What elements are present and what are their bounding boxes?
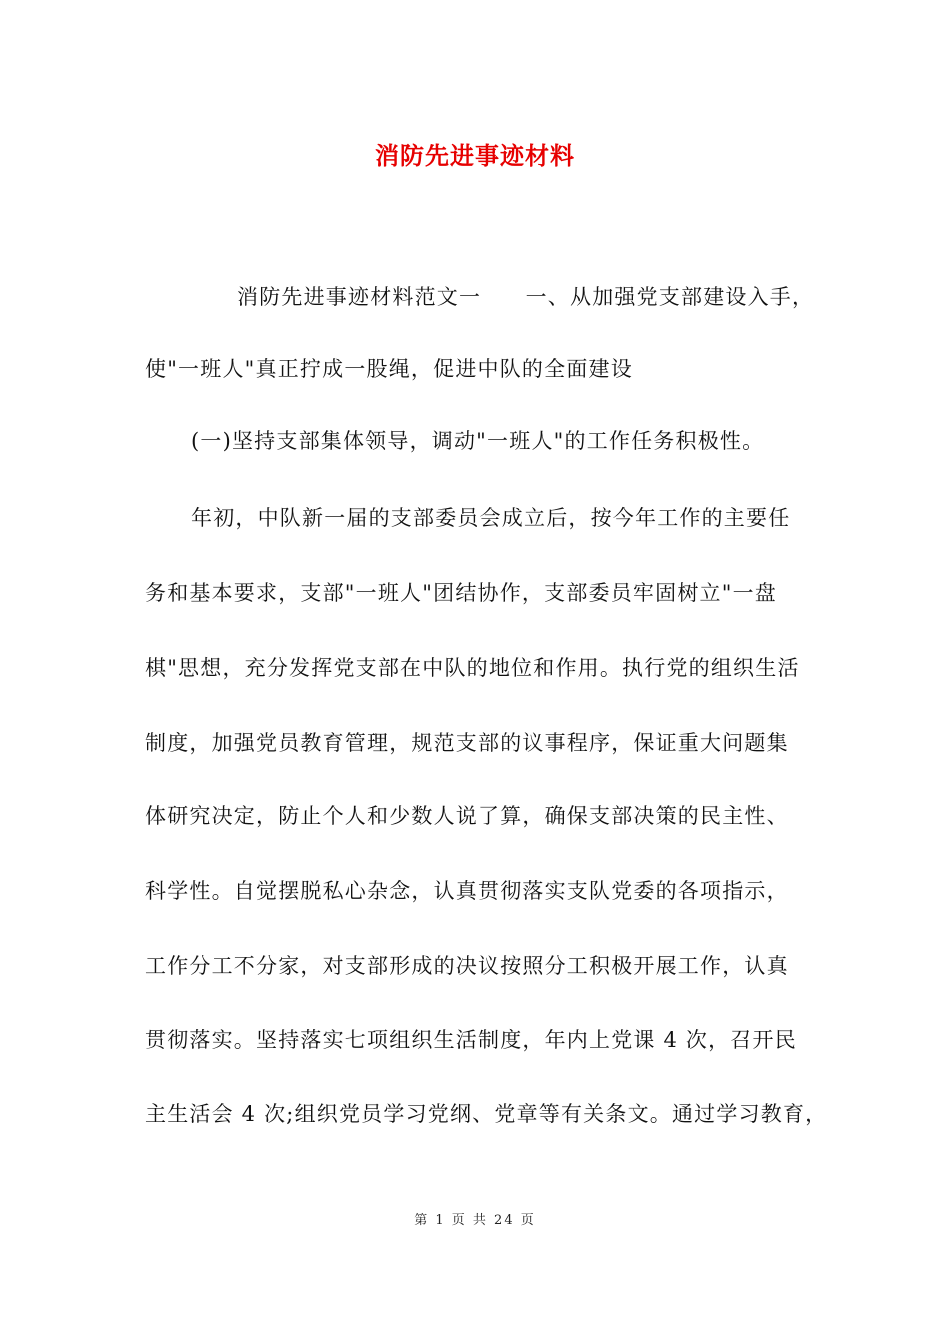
page-number: 第 1 页 共 24 页 [414, 1213, 536, 1228]
body-line-2: 使"一班人"真正拧成一股绳，促进中队的全面建设 [145, 357, 633, 381]
body-line-4: 年初，中队新一届的支部委员会成立后，按今年工作的主要任 [191, 506, 791, 530]
body-line-11: 贯彻落实。坚持落实七项组织生活制度，年内上党课 4 次，召开民 [145, 1028, 797, 1052]
body-line-1: 消防先进事迹材料范文一 一、从加强党支部建设入手， [237, 285, 815, 309]
body-line-8: 体研究决定，防止个人和少数人说了算，确保支部决策的民主性、 [145, 804, 789, 828]
body-line-10: 工作分工不分家，对支部形成的决议按照分工积极开展工作，认真 [145, 954, 789, 978]
body-line-5: 务和基本要求，支部"一班人"团结协作，支部委员牢固树立"一盘 [145, 581, 777, 605]
body-line-9: 科学性。自觉摆脱私心杂念，认真贯彻落实支队党委的各项指示， [145, 879, 789, 903]
body-line-3: (一)坚持支部集体领导，调动"一班人"的工作任务积极性。 [191, 429, 765, 453]
document-title: 消防先进事迹材料 [375, 141, 575, 170]
body-line-7: 制度，加强党员教育管理，规范支部的议事程序，保证重大问题集 [145, 731, 789, 755]
body-line-6: 棋"思想，充分发挥党支部在中队的地位和作用。执行党的组织生活 [145, 656, 800, 680]
body-line-12: 主生活会 4 次;组织党员学习党纲、党章等有关条文。通过学习教育， [145, 1102, 828, 1126]
